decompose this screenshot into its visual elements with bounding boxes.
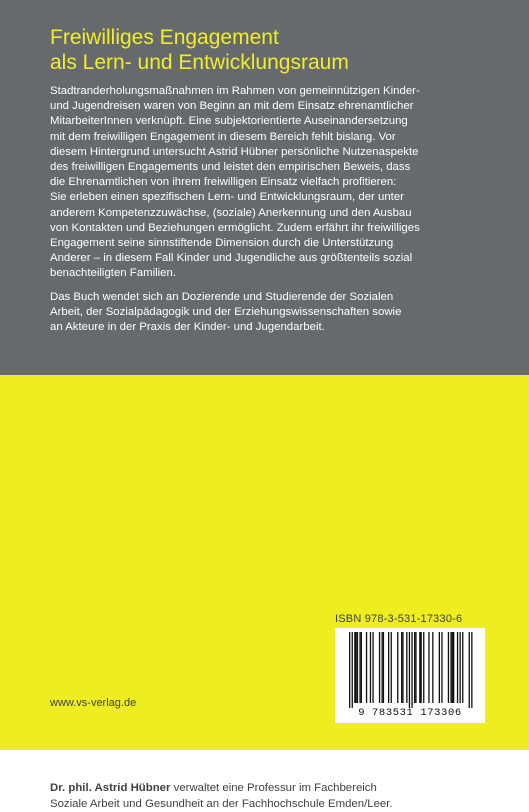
text-line: Anderer – in diesem Fall Kinder und Jugendliche aus größtenteils sozial [50,252,413,265]
author-name: Dr. phil. Astrid Hübner [50,782,171,794]
barcode-bar [462,632,463,703]
barcode-digits: 9 783531 173306 [358,707,462,719]
text-line: Sie erleben einen spezifischen Lern- und Entwicklungsraum, der unter [50,191,404,204]
barcode-bar [460,632,461,703]
book-description [50,84,490,335]
barcode-bar [452,632,453,703]
text-line: von Kontakten und Beziehungen ermöglicht. Zudem erfährt ihr freiwilliges [50,221,420,234]
barcode-bar [359,632,360,703]
barcode-bar [415,632,416,703]
author-bio-text: verwaltet eine Professur im Fachbereich [170,782,377,794]
barcode-bar [428,632,429,703]
book-title [50,25,349,75]
barcode-bar [411,632,412,708]
text-line: benachteiligten Familien. [50,267,177,280]
text-line: des freiwilligen Engagements und leistet den empirischen Beweis, dass [50,161,411,174]
barcode-bar [402,632,403,703]
isbn-label: ISBN 978-3-531-17330-6 [335,613,463,625]
barcode-bar [401,632,402,703]
barcode-bar [441,632,442,703]
text-line: die Ehrenamtlichen von ihrem freiwilligen Einsatz vielfach profitieren: [50,176,397,189]
barcode-bar [391,632,392,703]
text-line: mit dem freiwilligen Engagement in diesem Bereich fehlt bislang. Vor [50,130,396,143]
barcode-bar [383,632,384,703]
barcode-bar [352,632,353,708]
barcode-bar [453,632,454,703]
text-line: Engagement seine sinnstiftende Dimension durch die Unterstützung [50,237,394,250]
text-line: an Akteure in der Praxis der Kinder- und Jugendarbeit. [50,321,325,334]
barcode-bar [448,632,449,703]
barcode [335,628,485,723]
barcode-bar [432,632,433,703]
publisher-url: www.vs-verlag.de [50,697,137,709]
barcode-bar [370,632,371,703]
title-line-2: als Lern- und Entwicklungsraum [50,51,349,74]
barcode-bar [469,632,470,708]
description-paragraph-1 [50,84,490,282]
barcode-bar [357,632,358,703]
barcode-bar [372,632,373,703]
barcode-bar [354,632,355,703]
text-line: und Jugendreisen waren von Beginn an mit dem Einsatz ehrenamtlicher [50,100,414,113]
barcode-bar [406,632,407,703]
barcode-bar [419,632,420,703]
barcode-bar [379,632,380,703]
description-paragraph-2 [50,290,490,336]
barcode-bar [414,632,415,703]
barcode-bar [409,632,410,708]
author-bio [50,780,490,812]
barcode-bar [356,632,357,703]
text-line: anderem Kompetenzzuwächse, (soziale) Anerkennung und den Ausbau [50,206,412,219]
author-bio-line-1 [50,780,490,796]
barcode-bar [457,632,458,703]
barcode-bar [439,632,440,703]
upper-panel [0,0,529,375]
barcode-bar [423,632,424,703]
barcode-bar [450,632,451,703]
barcode-bar [349,632,350,708]
barcode-bar [397,632,398,703]
text-line: Stadtranderholungsmaßnahmen im Rahmen von gemeinnützigen Kinder- [50,85,420,97]
barcode-bar [388,632,389,703]
author-bio-line-2: Soziale Arbeit und Gesundheit an der Fachhochschule Emden/Leer. [50,798,393,810]
text-line: MitarbeiterInnen verknüpft. Eine subjektorientierte Auseinandersetzung [50,115,408,128]
barcode-bars [335,628,485,708]
barcode-bar [382,632,383,703]
barcode-bar [421,632,422,703]
barcode-bar [471,632,472,708]
title-line-1: Freiwilliges Engagement [50,26,279,49]
barcode-bar [366,632,367,703]
text-line: diesem Hintergrund untersucht Astrid Hübner persönliche Nutzenaspekte [50,145,419,158]
text-line: Arbeit, der Sozialpädagogik und der Erziehungswissenschaften sowie [50,305,402,318]
text-line: Das Buch wendet sich an Dozierende und Studierende der Sozialen [50,290,394,303]
barcode-bar [361,632,362,703]
